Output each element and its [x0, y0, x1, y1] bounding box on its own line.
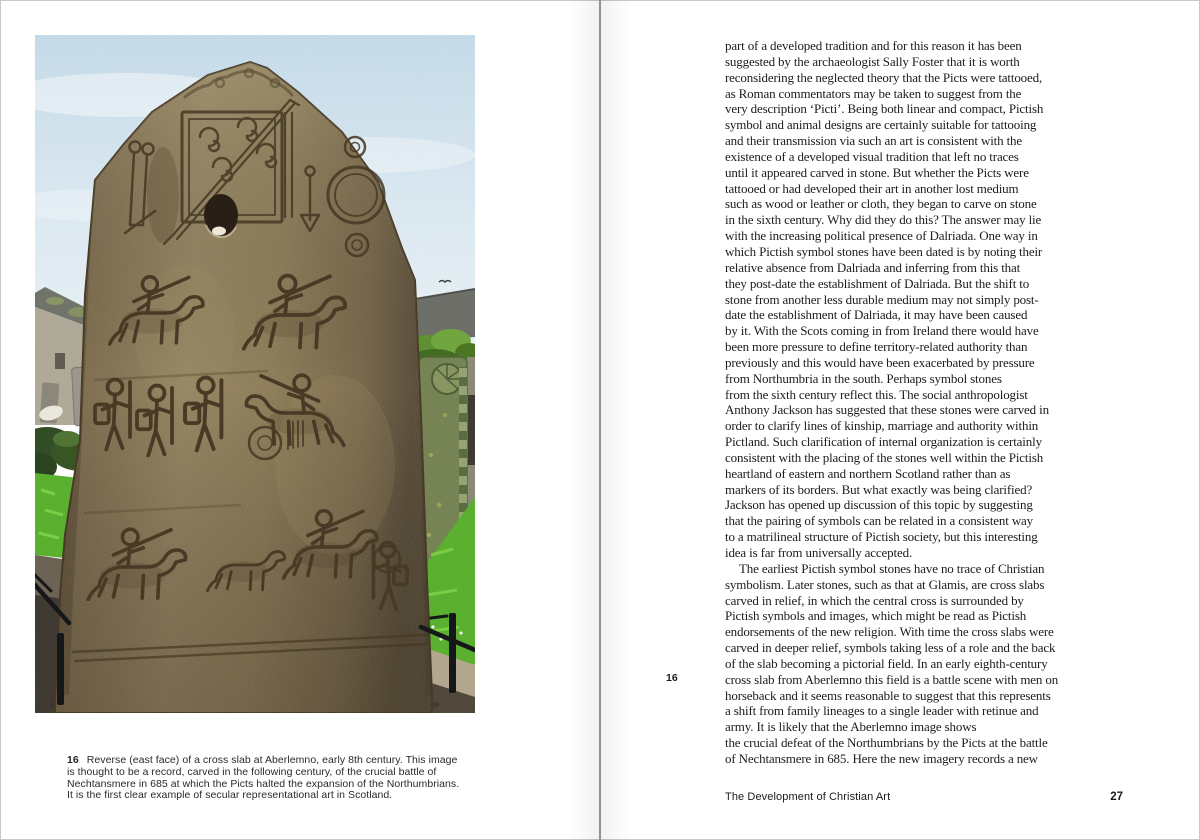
body-line: carved in relief, in which the central cross is surrounded by: [725, 592, 1024, 608]
body-line: existence of a developed visual tradition that left no traces: [725, 148, 1019, 164]
caption-line: is thought to be a record, carved in the following century, of the crucial battle of: [67, 765, 437, 778]
page-gutter: [599, 0, 601, 840]
body-line: relative absence from Dalriada and inferring from this that: [725, 259, 1021, 275]
body-line: markers of its borders. But what exactly was being clarified?: [725, 481, 1033, 497]
photo-grain: [35, 35, 475, 713]
body-text: [725, 38, 1125, 767]
caption-line: 16 Reverse (east face) of a cross slab at Aberlemno, early 8th century. This image: [67, 754, 458, 766]
body-line: the crucial defeat of the Northumbrians by the Picts at the battle: [725, 735, 1048, 751]
body-line: as Roman commentators may be taken to suggest from the: [725, 85, 1022, 101]
body-line: date the establishment of Dalriada, it may have been caused: [725, 307, 1028, 323]
caption-line: Nechtansmere in 685 at which the Picts halted the expansion of the Northumbrians.: [67, 777, 460, 790]
body-line: stone from another less durable medium may not simply post-: [725, 291, 1039, 307]
body-line: idea is far from universally accepted.: [725, 545, 913, 560]
gutter-shadow-left: [569, 0, 599, 840]
body-line: symbol and animal designs are certainly suitable for tattooing: [725, 117, 1037, 133]
body-line: and their transmission via such an art is consistent with the: [725, 133, 1023, 149]
gutter-shadow-right: [601, 0, 631, 840]
body-line: from the sixth century reflect this. The social anthropologist: [725, 386, 1028, 402]
body-line: been more pressure to define territory-related authority than: [725, 339, 1028, 355]
body-line: suggested by the archaeologist Sally Foster that it is worth: [725, 53, 1020, 69]
figure-number: 16: [67, 754, 79, 766]
figure-caption: [67, 755, 479, 802]
body-line: Pictish symbols and images, which might be read as Pictish: [725, 608, 1027, 624]
body-line: carved in deeper relief, symbols taking less of a role and the back: [725, 640, 1056, 656]
body-line: that the pairing of symbols can be related in a consistent way: [725, 513, 1034, 529]
running-title: The Development of Christian Art: [725, 791, 891, 803]
body-line: previously and this would have been exacerbated by pressure: [725, 354, 1035, 370]
body-line: Anthony Jackson has suggested that these stones were carved in: [725, 402, 1049, 418]
body-line: heartland of eastern and northern Scotland rather than as: [725, 465, 1011, 481]
body-line: consistent with the placing of the stones well within the Pictish: [725, 449, 1044, 465]
cross-slab-illustration: [35, 35, 475, 713]
body-line: order to clarify lines of kinship, marriage and authority within: [725, 418, 1039, 434]
body-line: from Northumbria in the south. Perhaps symbol stones: [725, 370, 1002, 386]
cross-slab-photo: [35, 35, 475, 713]
body-line: in the sixth century. Why did they do this? The answer may lie: [725, 212, 1042, 228]
body-line: Pictland. Such clarification of internal organization is certainly: [725, 434, 1042, 450]
body-line: cross slab from Aberlemno this field is a battle scene with men on: [725, 671, 1059, 687]
body-line: of Nechtansmere in 685. Here the new imagery records a new: [725, 750, 1038, 766]
body-line: part of a developed tradition and for this reason it has been: [725, 38, 1022, 53]
body-line: symbolism. Later stones, such as that at Glamis, are cross slabs: [725, 576, 1045, 592]
body-line: a shift from family lineages to a single leader with retinue and: [725, 703, 1039, 719]
body-line: until it appeared carved in stone. But whether the Picts were: [725, 164, 1029, 180]
body-line: The earliest Pictish symbol stones have no trace of Christian: [739, 560, 1045, 576]
margin-figure-ref: 16: [666, 672, 678, 684]
body-line: reconsidering the neglected theory that the Picts were tattooed,: [725, 69, 1043, 85]
body-line: such as wood or leather or cloth, they began to carve on stone: [725, 196, 1037, 212]
body-line: horseback and it seems reasonable to suggest that this represents: [725, 687, 1051, 703]
page-footer: [725, 791, 1123, 803]
body-line: they post-date the establishment of Dalriada. But the shift to: [725, 275, 1030, 291]
body-line: with the increasing political presence of Dalriada. One way in: [725, 228, 1038, 244]
body-line: of the slab becoming a pictorial field. In an early eighth-century: [725, 655, 1048, 671]
body-line: endorsements of the new religion. With time the cross slabs were: [725, 624, 1054, 640]
body-line: very description ‘Picti’. Being both linear and compact, Pictish: [725, 101, 1044, 117]
body-line: tattooed or had developed their art in another lost medium: [725, 180, 1019, 196]
body-line: Jackson has opened up discussion of this topic by suggesting: [725, 497, 1033, 513]
body-line: army. It is likely that the Aberlemno image shows: [725, 719, 977, 735]
body-line: to a matrilineal structure of Pictish society, but this interesting: [725, 529, 1038, 545]
caption-line: It is the first clear example of secular representational art in Scotland.: [67, 789, 393, 802]
page-number: 27: [1110, 791, 1123, 803]
body-line: by it. With the Scots coming in from Ireland there would have: [725, 323, 1039, 339]
body-line: which Pictish symbol stones have been dated is by noting their: [725, 243, 1043, 259]
